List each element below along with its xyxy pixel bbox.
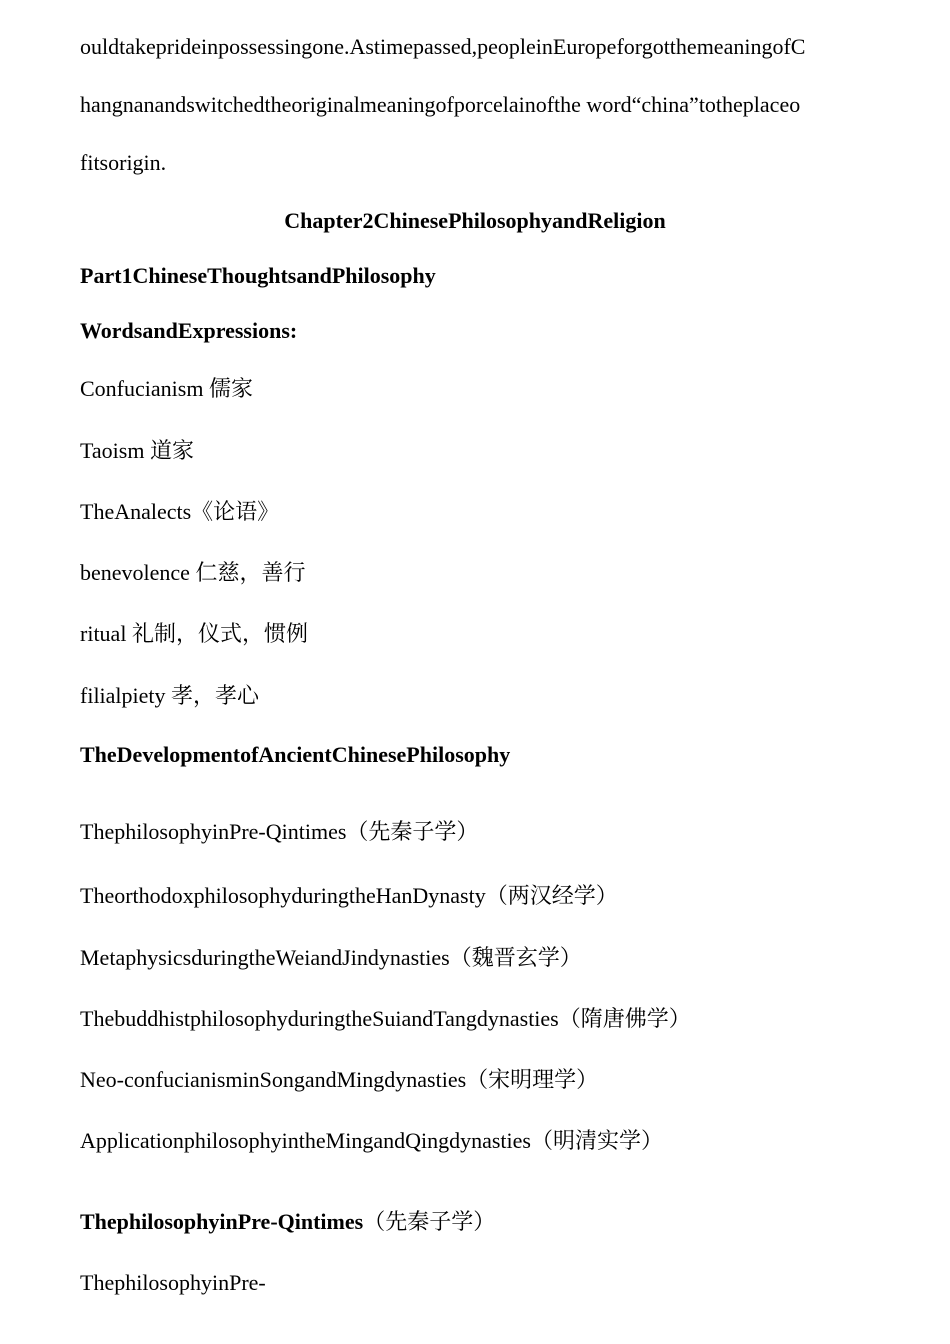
development-item (80, 944, 582, 973)
vocab-term: Confucianism (80, 376, 204, 401)
vocab-translation: 礼制，仪式，惯例 (131, 622, 308, 647)
vocab-term: benevolence (80, 560, 190, 585)
vocab-term: ritual (80, 621, 127, 646)
vocab-term: TheAnalects (80, 499, 192, 524)
words-heading: WordsandExpressions: (80, 318, 298, 343)
vocab-translation: 道家 (149, 439, 194, 464)
development-item-cn: （宋明理学） (466, 1068, 599, 1093)
development-item-en: MetaphysicsduringtheWeiandJindynasties (80, 945, 450, 970)
development-item (80, 882, 618, 911)
section-heading (80, 1208, 495, 1237)
development-item (80, 1127, 663, 1156)
vocab-translation: 孝，孝心 (171, 684, 260, 709)
development-item-en: ThephilosophyinPre-Qintimes (80, 819, 347, 844)
development-heading: TheDevelopmentofAncientChinesePhilosophy (80, 742, 511, 767)
vocab-item (80, 498, 279, 527)
development-item (80, 1066, 598, 1095)
development-item-cn: （明清实学） (530, 1129, 663, 1154)
vocab-translation: 儒家 (208, 377, 253, 402)
chapter-title: Chapter2ChinesePhilosophyandReligion (284, 208, 666, 233)
vocab-term: filialpiety (80, 683, 166, 708)
vocab-translation: 《论语》 (191, 500, 280, 525)
development-item-cn: （魏晋玄学） (449, 946, 582, 971)
part-title: Part1ChineseThoughtsandPhilosophy (80, 263, 436, 288)
paragraph-line-1: ouldtakeprideinpossessingone.Astimepassed,peopleinEuropeforgotthemeaningofC (80, 34, 806, 59)
paragraph-line-2: hangnanandswitchedtheoriginalmeaningofporcelainofthe word“china”totheplaceo (80, 92, 801, 117)
development-item-en: Neo-confucianisminSongandMingdynasties (80, 1067, 467, 1092)
development-item (80, 1005, 691, 1034)
paragraph-line-3: fitsorigin. (80, 150, 167, 175)
development-item-en: TheorthodoxphilosophyduringtheHanDynasty (80, 883, 486, 908)
vocab-item (80, 620, 308, 649)
section-heading-en: ThephilosophyinPre-Qintimes (80, 1209, 364, 1234)
paragraph-start: ThephilosophyinPre- (80, 1270, 266, 1295)
development-item-cn: （先秦子学） (346, 820, 479, 845)
development-item-cn: （两汉经学） (485, 884, 618, 909)
vocab-term: Taoism (80, 438, 145, 463)
vocab-translation: 仁慈，善行 (195, 561, 306, 586)
vocab-item (80, 559, 305, 588)
vocab-item (80, 437, 194, 466)
development-item-en: ApplicationphilosophyintheMingandQingdynasties (80, 1128, 531, 1153)
vocab-item (80, 682, 259, 711)
vocab-item (80, 375, 253, 404)
development-item-cn: （隋唐佛学） (558, 1007, 691, 1032)
section-heading-cn: （先秦子学） (363, 1210, 496, 1235)
development-item-en: ThebuddhistphilosophyduringtheSuiandTangdynasties (80, 1006, 559, 1031)
development-item (80, 818, 478, 847)
